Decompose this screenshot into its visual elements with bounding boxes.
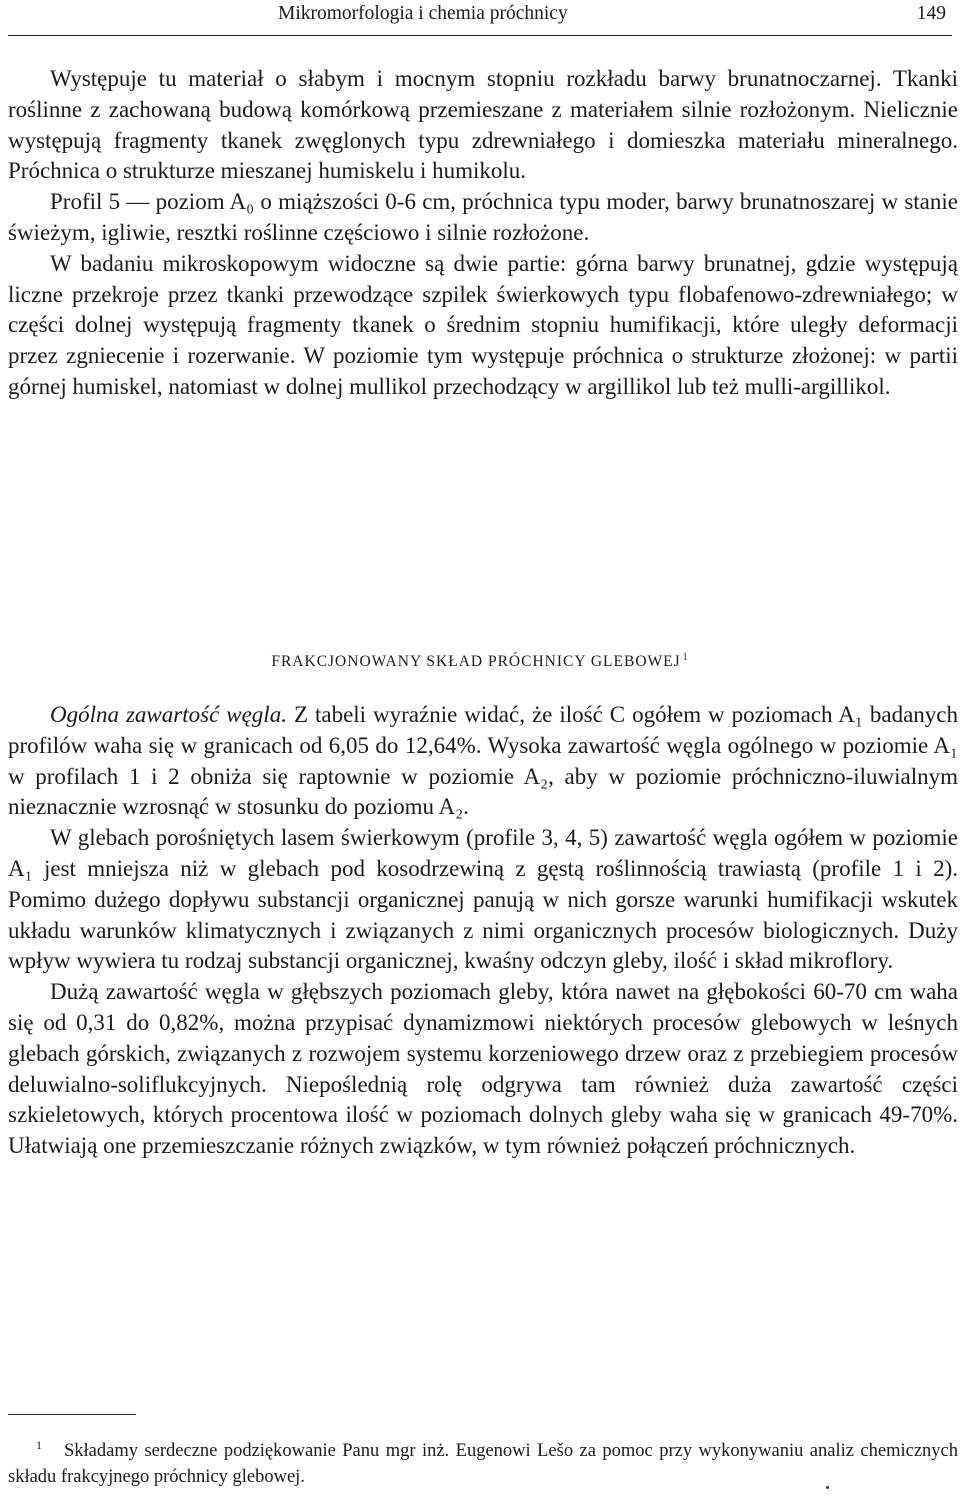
footnote bbox=[8, 1432, 958, 1490]
body-text-bottom bbox=[8, 700, 958, 1162]
paragraph: W glebach porośniętych lasem świerkowym (profile 3, 4, 5) zawartość węgla ogółem w poziomie A₁ jest mniejsza niż w glebach pod kosodrzewiną z gęstą roślinnością trawiastą (profile 1 i 2). Pomimo dużego dopływu substancji organicznej panują w nich gorsze warunki humifikacji wskutek układu warunków klimatycznych i związanych z nimi organicznych procesów biologicznych. Duży wpływ wywiera tu rodzaj substancji organicznej, kwaśny odczyn gleby, ilość i skład mikroflory. bbox=[8, 825, 958, 974]
footnote-text: Składamy serdeczne podziękowanie Panu mgr inż. Eugenowi Lešo za pomoc przy wykonywaniu analiz chemicznych składu frakcyjnego próchnicy glebowej. bbox=[8, 1441, 958, 1488]
section-heading-text: FRAKCJONOWANY SKŁAD PRÓCHNICY GLEBOWEJ bbox=[271, 653, 681, 671]
paragraph: Występuje tu materiał o słabym i mocnym stopniu rozkładu barwy brunatnoczarnej. Tkanki roślinne z zachowaną budową komórkową przemieszane z materiałem silnie rozłożonym. Nielicznie występują fragmenty tkanek zwęglonych typu zdrewniałego i domieszka materiału mineralnego. Próchnica o strukturze mieszanej humiskelu i humikolu. bbox=[8, 66, 958, 184]
body-text-top bbox=[8, 64, 958, 403]
lead-in-heading: Ogólna zawartość węgla. bbox=[50, 702, 287, 727]
header-rule bbox=[8, 35, 952, 36]
footnote-rule bbox=[8, 1414, 136, 1415]
page-number: 149 bbox=[916, 3, 946, 24]
section-heading bbox=[0, 648, 960, 672]
footnote-mark: 1 bbox=[36, 1438, 42, 1452]
paragraph: W badaniu mikroskopowym widoczne są dwie partie: górna barwy brunatnej, gdzie występują liczne przekroje przez tkanki przewodzące szpilek świerkowych typu flobafenowo-zdrewniałego; w części dolnej występują fragmenty tkanek o średnim stopniu humifikacji, które uległy deformacji przez zgniecenie i rozerwanie. W poziomie tym występuje próchnica o strukturze złożonej: w partii górnej humiskel, natomiast w dolnej mullikol przechodzący w argillikol lub też mulli-argillikol. bbox=[8, 250, 958, 399]
paragraph-text: Z tabeli wyraźnie widać, że ilość C ogółem w poziomach A₁ badanych profilów waha się w granicach od 6,05 do 12,64%. Wysoka zawartość węgla ogólnego w poziomie A₁ w profilach 1 i 2 obniża się raptownie w poziomie A₂, aby w poziomie próchniczno-iluwialnym nieznacznie wzrosnąć w stosunku do poziomu A₂. bbox=[8, 702, 959, 820]
running-title: Mikromorfologia i chemia próchnicy bbox=[278, 3, 568, 24]
paragraph: Profil 5 — poziom A₀ o miąższości 0-6 cm, próchnica typu moder, barwy brunatnoszarej w stanie świeżym, igliwie, resztki roślinne częściowo i silnie rozłożone. bbox=[8, 189, 958, 245]
footnote-reference: 1 bbox=[682, 652, 689, 663]
paragraph bbox=[8, 700, 958, 823]
running-head bbox=[8, 0, 952, 28]
print-speck bbox=[826, 1486, 829, 1489]
paragraph: Dużą zawartość węgla w głębszych poziomach gleby, która nawet na głębokości 60-70 cm waha się od 0,31 do 0,82%, można przypisać dynamizmowi niektórych procesów glebowych w leśnych glebach górskich, związanych z rozwojem systemu korzeniowego drzew oraz z przebiegiem procesów deluwialno-soliflukcyjnych. Niepoślednią rolę odgrywa tam również duża zawartość części szkieletowych, których procentowa ilość w poziomach dolnych gleby waha się w granicach 49-70%. Ułatwiają one przemieszczanie różnych związków, w tym również połączeń próchnicznych. bbox=[8, 979, 958, 1159]
